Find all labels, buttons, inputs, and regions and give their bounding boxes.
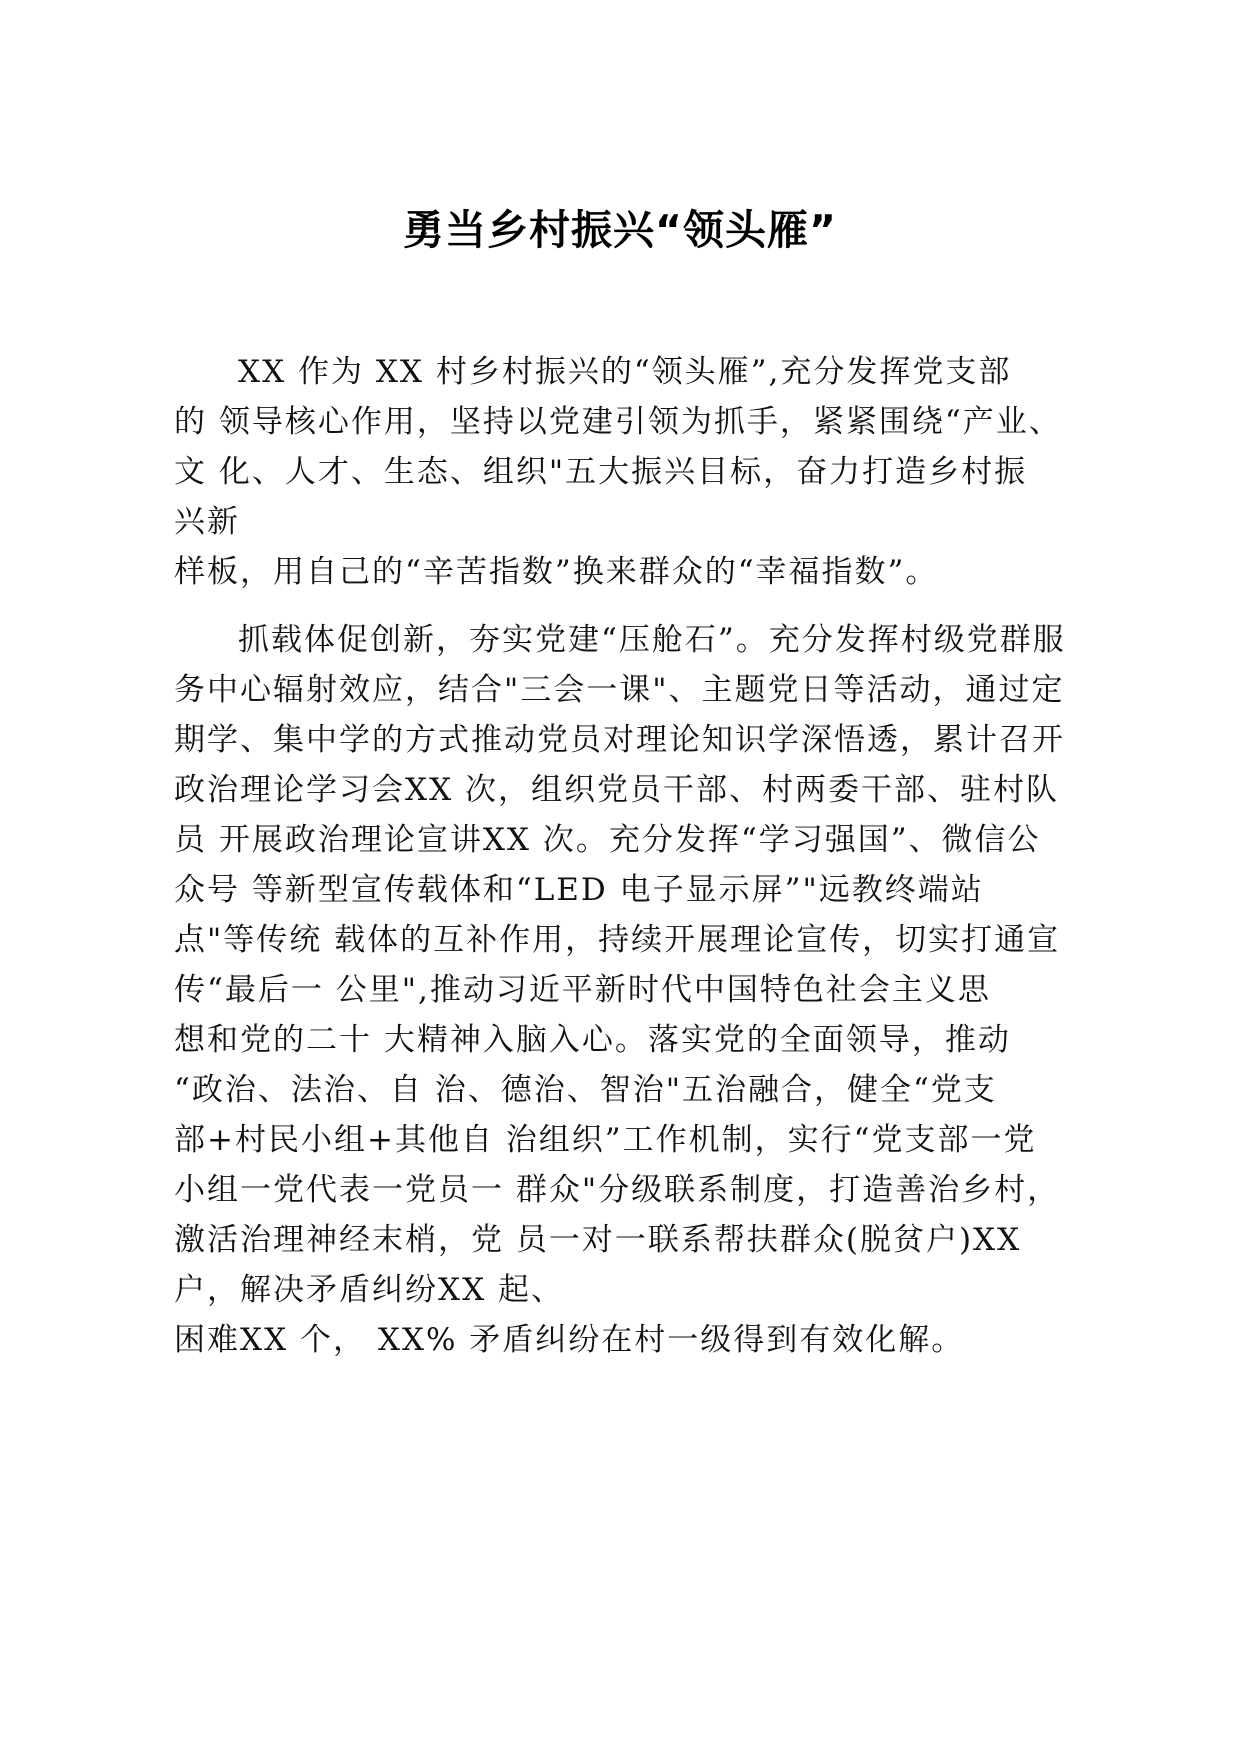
paragraph-1-line-5: 样板，用自己的“辛苦指数”换来群众的“幸福指数”。 (174, 554, 939, 590)
paragraph-2-line-14: 户，解决矛盾纠纷XX 起、 (174, 1272, 564, 1308)
paragraph-1-line-1: XX 作为 XX 村乡村振兴的“领头雁”,充分发挥党支部 (238, 354, 1012, 390)
paragraph-2-line-2: 务中心辐射效应，结合"三会一课"、主题党日等活动，通过定 (174, 672, 1065, 708)
paragraph-2-line-6: 众号 等新型宣传载体和“LED 电子显示屏”"远教终端站 (174, 872, 984, 908)
paragraph-2-line-10: “政治、法治、自 治、德治、智治"五治融合，健全“党支 (174, 1072, 997, 1108)
paragraph-1-line-4: 兴新 (174, 504, 240, 540)
paragraph-2-line-15: 困难XX 个， XX% 矛盾纠纷在村一级得到有效化解。 (174, 1322, 965, 1358)
paragraph-2 (174, 615, 1094, 1365)
paragraph-1-line-3: 文 化、人才、生态、组织"五大振兴目标，奋力打造乡村振 (174, 454, 1028, 490)
paragraph-2-line-13: 激活治理神经末梢，党 员一对一联系帮扶群众(脱贫户)XX (174, 1222, 1022, 1258)
paragraph-2-line-3: 期学、集中学的方式推动党员对理论知识学深悟透，累计召开 (174, 722, 1065, 758)
paragraph-2-line-5: 员 开展政治理论宣讲XX 次。充分发挥“学习强国”、微信公 (174, 822, 1041, 858)
paragraph-2-line-4: 政治理论学习会XX 次，组织党员干部、村两委干部、驻村队 (174, 772, 1059, 808)
paragraph-2-line-11: 部+村民小组+其他自 治组织”工作机制，实行“党支部一党 (174, 1122, 1037, 1158)
document-title: 勇当乡村振兴“领头雁” (403, 206, 837, 254)
paragraph-1-line-2: 的 领导核心作用，坚持以党建引领为抓手，紧紧围绕“产业、 (174, 404, 1062, 440)
paragraph-1 (174, 347, 1094, 597)
paragraph-2-line-9: 想和党的二十 大精神入脑入心。落实党的全面领导，推动 (174, 1022, 1011, 1058)
paragraph-2-line-8: 传“最后一 公里",推动习近平新时代中国特色社会主义思 (174, 972, 991, 1008)
paragraph-2-line-1: 抓载体促创新，夯实党建“压舱石”。充分发挥村级党群服 (238, 622, 1066, 658)
paragraph-2-line-12: 小组一党代表一党员一 群众"分级联系制度，打造善治乡村， (174, 1172, 1061, 1208)
paragraph-2-line-7: 点"等传统 载体的互补作用，持续开展理论宣传，切实打通宣 (174, 922, 1061, 958)
